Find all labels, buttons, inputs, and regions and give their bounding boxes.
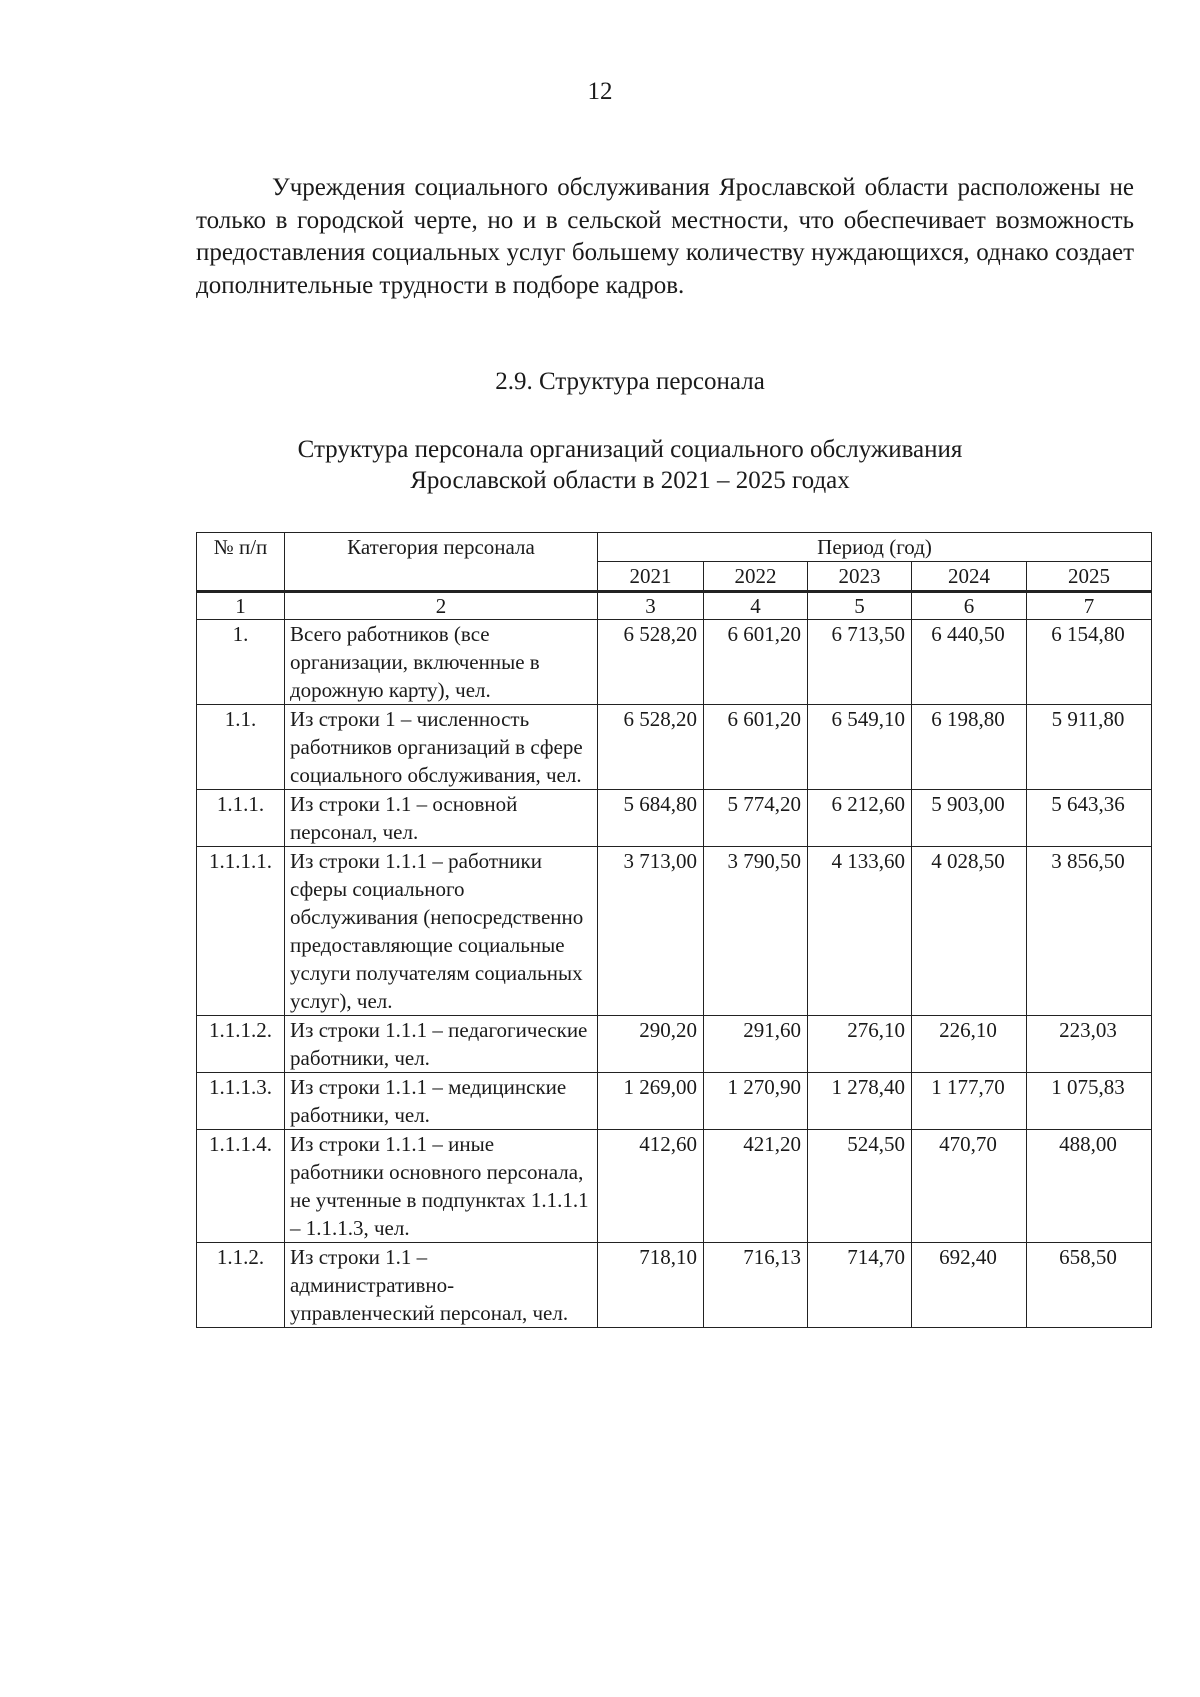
table-row (197, 1016, 1152, 1073)
row-value: 412,60 (598, 1130, 704, 1243)
row-value: 1 075,83 (1027, 1073, 1152, 1130)
row-number: 1.1.2. (197, 1243, 285, 1328)
row-category: Из строки 1.1 – основной персонал, чел. (285, 790, 598, 847)
row-number: 1.1.1.2. (197, 1016, 285, 1073)
header-year: 2023 (808, 562, 912, 592)
row-value: 6 440,50 (912, 620, 1027, 705)
header-category: Категория персонала (285, 533, 598, 592)
header-year: 2025 (1027, 562, 1152, 592)
row-value: 1 177,70 (912, 1073, 1027, 1130)
intro-paragraph: Учреждения социального обслуживания Ярославской области расположены не только в городской черте, но и в сельской местности, что обеспечивает возможность предоставления социальных услуг большему количеству нуждающихся, однако создает дополнительные трудности в подборе кадров. (196, 174, 1134, 299)
row-category: Из строки 1.1.1 – работники сферы социального обслуживания (непосредственно предоставляющие социальные услуги получателям социальных услуг), чел. (285, 847, 598, 1016)
row-value: 1 270,90 (704, 1073, 808, 1130)
column-index: 5 (808, 593, 912, 620)
row-value: 5 643,36 (1027, 790, 1152, 847)
table-row (197, 1073, 1152, 1130)
row-value: 692,40 (912, 1243, 1027, 1328)
row-category: Всего работников (все организации, включенные в дорожную карту), чел. (285, 620, 598, 705)
column-index: 2 (285, 593, 598, 620)
row-number: 1. (197, 620, 285, 705)
table-caption-line-1: Структура персонала организаций социального обслуживания (297, 436, 963, 463)
row-value: 6 198,80 (912, 705, 1027, 790)
table-row (197, 847, 1152, 1016)
header-year: 2021 (598, 562, 704, 592)
row-value: 5 903,00 (912, 790, 1027, 847)
row-value: 4 133,60 (808, 847, 912, 1016)
row-value: 3 713,00 (598, 847, 704, 1016)
row-value: 291,60 (704, 1016, 808, 1073)
table-caption (0, 434, 1200, 496)
row-value: 223,03 (1027, 1016, 1152, 1073)
column-index: 1 (197, 593, 285, 620)
header-year: 2024 (912, 562, 1027, 592)
row-number: 1.1. (197, 705, 285, 790)
row-number: 1.1.1.3. (197, 1073, 285, 1130)
row-value: 6 528,20 (598, 705, 704, 790)
row-value: 226,10 (912, 1016, 1027, 1073)
row-value: 470,70 (912, 1130, 1027, 1243)
header-year: 2022 (704, 562, 808, 592)
column-index: 3 (598, 593, 704, 620)
row-value: 6 154,80 (1027, 620, 1152, 705)
row-value: 3 856,50 (1027, 847, 1152, 1016)
row-number: 1.1.1.1. (197, 847, 285, 1016)
row-value: 6 601,20 (704, 705, 808, 790)
row-value: 6 549,10 (808, 705, 912, 790)
table-row (197, 1243, 1152, 1328)
column-index: 6 (912, 593, 1027, 620)
row-value: 6 601,20 (704, 620, 808, 705)
column-index-row (197, 593, 1152, 620)
row-value: 716,13 (704, 1243, 808, 1328)
column-index: 4 (704, 593, 808, 620)
section-title: 2.9. Структура персонала (495, 368, 765, 395)
row-value: 6 528,20 (598, 620, 704, 705)
row-category: Из строки 1.1 – административно-управленческий персонал, чел. (285, 1243, 598, 1328)
row-value: 5 684,80 (598, 790, 704, 847)
row-value: 6 713,50 (808, 620, 912, 705)
row-value: 6 212,60 (808, 790, 912, 847)
row-category: Из строки 1.1.1 – иные работники основного персонала, не учтенные в подпунктах 1.1.1.1 – 1.1.1.3, чел. (285, 1130, 598, 1243)
row-number: 1.1.1. (197, 790, 285, 847)
row-number: 1.1.1.4. (197, 1130, 285, 1243)
row-value: 5 911,80 (1027, 705, 1152, 790)
row-value: 290,20 (598, 1016, 704, 1073)
row-value: 276,10 (808, 1016, 912, 1073)
row-value: 3 790,50 (704, 847, 808, 1016)
row-value: 658,50 (1027, 1243, 1152, 1328)
header-row (197, 533, 1152, 562)
row-value: 524,50 (808, 1130, 912, 1243)
table-row (197, 790, 1152, 847)
row-value: 718,10 (598, 1243, 704, 1328)
row-value: 488,00 (1027, 1130, 1152, 1243)
row-value: 714,70 (808, 1243, 912, 1328)
column-index: 7 (1027, 593, 1152, 620)
row-category: Из строки 1.1.1 – педагогические работники, чел. (285, 1016, 598, 1073)
row-category: Из строки 1 – численность работников организаций в сфере социального обслуживания, чел. (285, 705, 598, 790)
table-caption-line-2: Ярославской области в 2021 – 2025 годах (410, 467, 850, 494)
page-number: 12 (587, 78, 613, 105)
staff-structure-table (196, 532, 1152, 1328)
header-num: № п/п (197, 533, 285, 592)
row-value: 5 774,20 (704, 790, 808, 847)
header-period: Период (год) (598, 533, 1152, 562)
row-value: 421,20 (704, 1130, 808, 1243)
row-value: 4 028,50 (912, 847, 1027, 1016)
row-category: Из строки 1.1.1 – медицинские работники, чел. (285, 1073, 598, 1130)
table-row (197, 620, 1152, 705)
table-row (197, 705, 1152, 790)
table-row (197, 1130, 1152, 1243)
row-value: 1 269,00 (598, 1073, 704, 1130)
row-value: 1 278,40 (808, 1073, 912, 1130)
